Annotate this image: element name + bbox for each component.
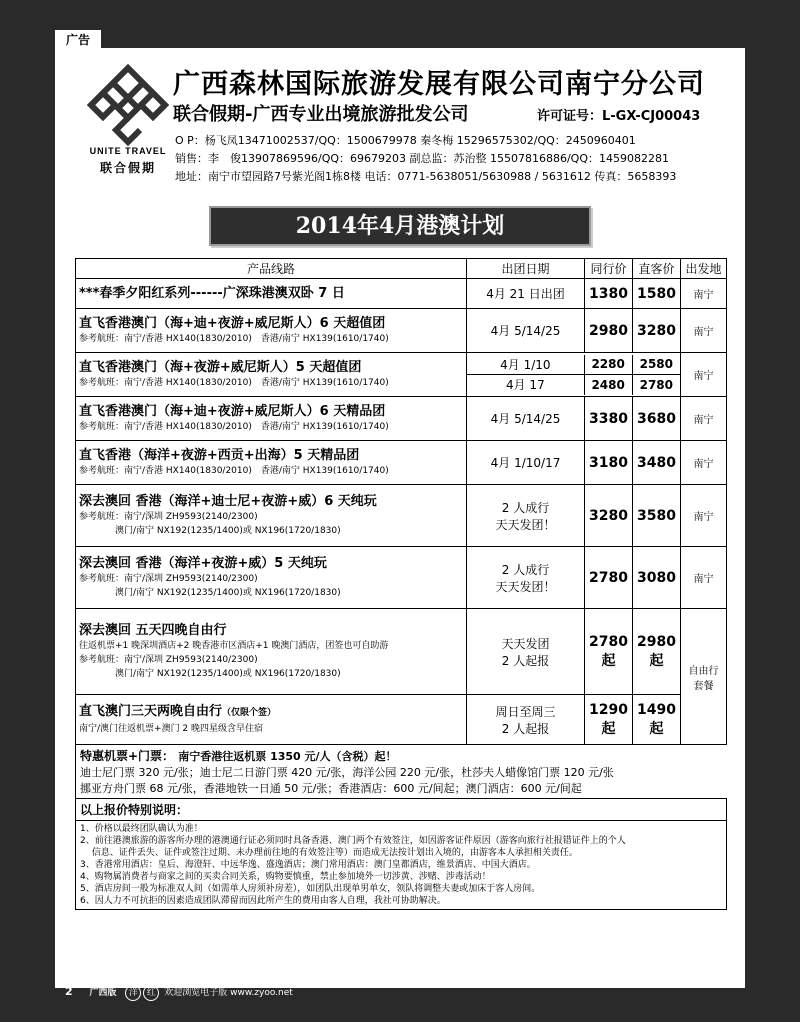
note-item: 4、购物属消费者与商家之间的买卖合同关系，购物要慎重，禁止参加境外一切涉黄、涉赌、涉毒活动！ (80, 872, 491, 882)
header-direct-price: 直客价 (633, 259, 681, 279)
special-title: 特惠机票+门票： (80, 749, 175, 763)
table-header (76, 259, 727, 279)
route-title-text: 直飞澳门三天两晚自由行 (79, 704, 223, 719)
table-row (76, 609, 727, 695)
notes-list (76, 821, 726, 909)
route-flight: 澳门/南宁 NX192(1235/1400)或 NX196(1720/1830) (79, 669, 341, 679)
table-row (76, 547, 727, 609)
direct-price: 2980 起 (633, 609, 681, 695)
special-offer-row (76, 745, 727, 799)
header-date: 出团日期 (467, 259, 585, 279)
departure: 自由行 套餐 (681, 609, 727, 745)
route-flight: 澳门/南宁 NX192(1235/1400)或 NX196(1720/1830) (79, 588, 341, 598)
direct-price: 3480 (633, 441, 681, 485)
route-flight: 参考航班：南宁/香港 HX140(1830/2010) 香港/南宁 HX139(1610/1740) (79, 422, 389, 432)
company-name: 广西森林国际旅游发展有限公司南宁分公司 (173, 69, 705, 100)
peer-price: 3280 (585, 485, 633, 547)
peer-price: 3180 (585, 441, 633, 485)
route-date: 4月 5/14/25 (467, 309, 585, 353)
route-date: 周日至周三 2 人起报 (467, 695, 585, 745)
header-route: 产品线路 (76, 259, 467, 279)
route-date: 天天发团 2 人起报 (467, 609, 585, 695)
notes-row (76, 799, 727, 910)
page-sheet (55, 48, 745, 988)
table-row (76, 353, 727, 397)
peer-price: 2780 起 (585, 609, 633, 695)
peer-price: 2780 (585, 547, 633, 609)
contact-line-3: 地址：南宁市望园路7号紫光阁1栋8楼 电话：0771-5638051/5630988 / 5631612 传真：5658393 (175, 170, 677, 183)
route-title: 直飞香港澳门（海+迪+夜游+威尼斯人）6 天精品团 (79, 404, 386, 419)
peer-price: 2480 (584, 375, 632, 395)
direct-price: 1580 (633, 279, 681, 309)
ad-tag: 广告 (55, 30, 101, 50)
brand-mark-icon: 洋 (125, 985, 141, 1001)
peer-price: 2980 (585, 309, 633, 353)
page-number: 2 (65, 985, 73, 998)
route-date: 4月 1/10/17 (467, 441, 585, 485)
contact-line-1: O P：杨飞凤13471002537/QQ：1500679978 秦冬梅 15296575302/QQ：2450960401 (175, 134, 636, 147)
footer-website[interactable]: 欢迎浏览电子版 www.zyoo.net (164, 988, 293, 998)
route-date: 4月 21 日出团 (467, 279, 585, 309)
header-departure: 出发地 (681, 259, 727, 279)
page-footer (65, 985, 293, 1001)
route-date: 2 人成行 天天发团！ (467, 547, 585, 609)
direct-price: 3280 (633, 309, 681, 353)
table-row (76, 309, 727, 353)
note-item: 6、因人力不可抗拒的因素造成团队滞留而因此所产生的费用由客人自理，我社可协助解决。 (80, 896, 446, 906)
special-head (80, 747, 723, 764)
plan-banner: 2014年4月港澳计划 (209, 206, 591, 246)
notes-heading: 以上报价特别说明： (76, 799, 726, 821)
route-title: 深去澳回 香港（海洋+迪士尼+夜游+威）6 天纯玩 (79, 494, 377, 509)
special-airfare: 南宁香港往返机票 1350 元/人（含税）起！ (178, 750, 397, 763)
direct-price: 1490 起 (633, 695, 681, 745)
peer-price: 2280 (584, 355, 632, 375)
route-date: 4月 1/10 (467, 355, 584, 375)
route-flight: 澳门/南宁 NX192(1235/1400)或 NX196(1720/1830) (79, 526, 341, 536)
route-flight: 参考航班：南宁/深圳 ZH9593(2140/2300) (79, 574, 258, 584)
special-line: 挪亚方舟门票 68 元/张，香港地铁一日通 50 元/张；香港酒店：600 元/间起；澳门酒店：600 元/间起 (80, 782, 582, 795)
route-flight: 参考航班：南宁/香港 HX140(1830/2010) 香港/南宁 HX139(1610/1740) (79, 334, 389, 344)
license-number: 许可证号：L-GX-CJ00043 (537, 109, 701, 124)
departure: 南宁 (681, 441, 727, 485)
route-date: 4月 5/14/25 (467, 397, 585, 441)
departure: 南宁 (681, 309, 727, 353)
departure: 南宁 (681, 397, 727, 441)
note-item: 2、前往港澳旅游的游客所办理的港澳通行证必须同时具备香港、澳门两个有效签注，如因游客证件原因（游客向旅行社报错证件上的个人 (80, 836, 626, 846)
route-title: 深去澳回 香港（海洋+夜游+威）5 天纯玩 (79, 556, 327, 571)
direct-price: 3580 (633, 485, 681, 547)
logo-cn-text: 联合假期 (99, 161, 156, 175)
table-row (76, 397, 727, 441)
note-item: 1、价格以最终团队确认为准！ (80, 824, 203, 834)
peer-price: 1380 (585, 279, 633, 309)
route-flight: 南宁/澳门往返机票+澳门 2 晚四星级含早住宿 (79, 724, 264, 734)
table-row (76, 485, 727, 547)
table-row (76, 695, 727, 745)
route-title (79, 703, 463, 722)
route-flight: 参考航班：南宁/香港 HX140(1830/2010) 香港/南宁 HX139(1610/1740) (79, 378, 389, 388)
special-line: 迪士尼门票 320 元/张；迪士尼二日游门票 420 元/张，海洋公园 220 元/张，杜莎夫人蜡像馆门票 120 元/张 (80, 766, 614, 779)
tour-table (75, 258, 727, 910)
route-date: 2 人成行 天天发团！ (467, 485, 585, 547)
route-flight: 参考航班：南宁/深圳 ZH9593(2140/2300) (79, 655, 258, 665)
peer-price: 3380 (585, 397, 633, 441)
departure: 南宁 (681, 547, 727, 609)
route-title: 直飞香港（海洋+夜游+西贡+出海）5 天精品团 (79, 448, 360, 463)
peer-price: 1290 起 (585, 695, 633, 745)
footer-brand: 广西版 (89, 988, 117, 998)
note-item: 5、酒店房间一般为标准双人间（如需单人房须补房差），如团队出现单男单女，领队将调整夫妻或加床于客人房间。 (80, 884, 541, 894)
company-logo (73, 62, 183, 175)
knot-logo-icon (73, 62, 183, 146)
note-item: 信息、证件丢失、证件或签注过期、未办理前往地的有效签注等）而造成无法按计划出入境的，由游客本人承担相关责任。 (80, 848, 578, 858)
table-row (76, 441, 727, 485)
departure: 南宁 (681, 485, 727, 547)
route-flight: 参考航班：南宁/深圳 ZH9593(2140/2300) (79, 512, 258, 522)
direct-price: 3680 (633, 397, 681, 441)
table-row (76, 279, 727, 309)
direct-price: 2780 (632, 375, 680, 395)
brand-mark-icon: 红 (143, 985, 159, 1001)
direct-price: 2580 (639, 357, 673, 372)
route-title: 直飞香港澳门（海+迪+夜游+威尼斯人）6 天超值团 (79, 316, 386, 331)
route-flight: 参考航班：南宁/香港 HX140(1830/2010) 香港/南宁 HX139(1610/1740) (79, 466, 389, 476)
departure: 南宁 (681, 353, 727, 397)
sub-dates (467, 355, 680, 395)
route-date: 4月 17 (467, 375, 584, 395)
route-title: 深去澳回 五天四晚自由行 (79, 623, 227, 638)
direct-price: 3080 (633, 547, 681, 609)
route-title-note: （仅限个签） (222, 708, 277, 718)
route-title: 直飞香港澳门（海+夜游+威尼斯人）5 天超值团 (79, 360, 362, 375)
departure: 南宁 (681, 279, 727, 309)
route-flight: 往返机票+1 晚深圳酒店+2 晚香港市区酒店+1 晚澳门酒店，团签也可自助游 (79, 641, 389, 651)
company-subtitle: 联合假期-广西专业出境旅游批发公司 (173, 104, 469, 125)
note-item: 3、香港常用酒店：皇后、海澄轩、中远华逸、盛逸酒店；澳门常用酒店：澳门皇都酒店，维景酒店、中国大酒店。 (80, 860, 536, 870)
contact-line-2: 销售：李 俊13907869596/QQ：69679203 副总监：苏治整 15507816886/QQ：1459082281 (175, 152, 669, 165)
route-title: ***春季夕阳红系列------广深珠港澳双卧 7 日 (79, 286, 345, 301)
logo-en-text: UNITE TRAVEL (89, 146, 167, 156)
header-peer-price: 同行价 (585, 259, 633, 279)
